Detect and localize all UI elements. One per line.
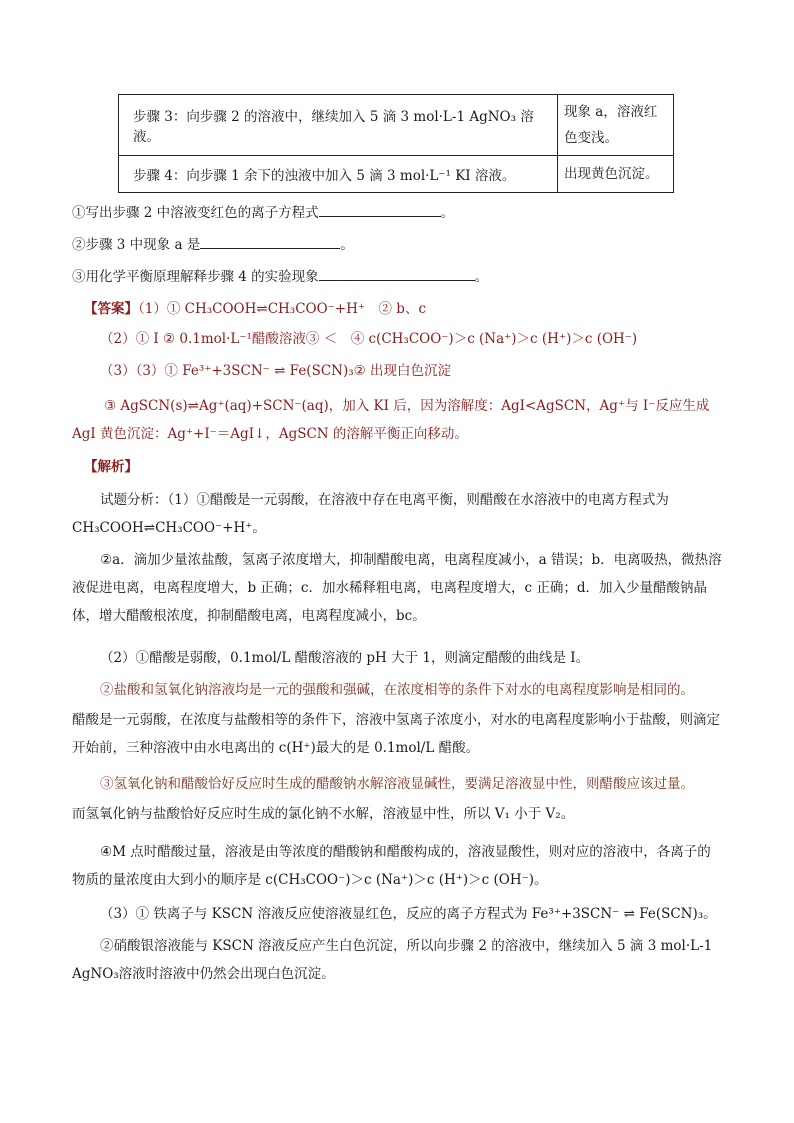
question-1 [72,202,732,224]
answer-line-1 [84,298,744,320]
table-row [119,156,674,193]
step-4-cell: 步骤 4：向步骤 1 余下的浊液中加入 5 滴 3 mol·L⁻¹ KI 溶液。 [119,156,558,193]
analysis-paragraph-10: ②硝酸银溶液能与 KSCN 溶液反应产生白色沉淀，所以向步骤 2 的溶液中，继续加入 5 滴 3 mol·L-1 AgNO₃溶液时溶液中仍然会出现白色沉淀。 [72,938,713,982]
step-3-cell: 步骤 3：向步骤 2 的溶液中，继续加入 5 滴 3 mol·L-1 AgNO₃ 溶液。 [119,95,558,156]
analysis-paragraph-6: ③氢氧化钠和醋酸恰好反应时生成的醋酸钠水解溶液显碱性，要满足溶液显中性，则醋酸应该过量。 [100,776,694,792]
answer-blank [319,266,475,281]
step-3-observation: 现象 a，溶液红色变浅。 [558,95,674,156]
answer-blank [319,202,441,217]
question-2-end: 。 [340,237,354,253]
answer-line-2: （2）① I ② 0.1mol·L⁻¹醋酸溶液③ ＜ ④ c(CH₃COO⁻)＞c (Na⁺)＞c (H⁺)＞c (OH⁻) [100,331,638,347]
analysis-paragraph-3: （2）①醋酸是弱酸，0.1mol/L 醋酸溶液的 pH 大于 1，则滴定醋酸的曲线是 I。 [100,650,590,666]
question-2-text: ②步骤 3 中现象 a 是 [72,237,201,253]
question-2 [72,234,732,256]
analysis-paragraph-7: 而氢氧化钠与盐酸恰好反应时生成的氯化钠不水解，溶液显中性，所以 V₁ 小于 V₂。 [72,806,575,822]
experiment-steps-table [118,94,674,193]
answer-line-4: ③ AgSCN(s)⇌Ag⁺(aq)+SCN⁻(aq)，加入 KI 后，因为溶解度：AgI<AgSCN，Ag⁺与 I⁻反应生成 AgI 黄色沉淀：Ag⁺+I⁻＝AgI↓，AgSCN 的溶解平衡正向移动。 [72,398,710,442]
answer-text-1: （1）① CH₃COOH⇌CH₃COO⁻+H⁺ ② b、c [138,301,427,317]
answer-blank [200,234,340,249]
analysis-paragraph-1: 试题分析：（1）①醋酸是一元弱酸，在溶液中存在电离平衡，则醋酸在水溶液中的电离方程式为 CH₃COOH⇌CH₃COO⁻+H⁺。 [72,492,669,536]
question-3 [72,266,732,288]
question-1-text: ①写出步骤 2 中溶液变红色的离子方程式 [72,205,319,221]
analysis-label: 【解析】 [84,459,138,475]
answer-label: 【答案】 [84,301,138,317]
question-3-text: ③用化学平衡原理解释步骤 4 的实验现象 [72,269,319,285]
analysis-paragraph-9: （3）① 铁离子与 KSCN 溶液反应使溶液显红色，反应的离子方程式为 Fe³⁺+3SCN⁻ ⇌ Fe(SCN)₃。 [100,906,717,922]
step-4-observation: 出现黄色沉淀。 [558,156,674,193]
analysis-paragraph-8: ④M 点时醋酸过量，溶液是由等浓度的醋酸钠和醋酸构成的，溶液显酸性，则对应的溶液中，各离子的物质的量浓度由大到小的顺序是 c(CH₃COO⁻)＞c (Na⁺)＞c (H⁺)＞c (OH⁻)。 [72,844,711,888]
question-1-end: 。 [440,205,455,221]
table-row [119,95,674,156]
analysis-paragraph-4: ②盐酸和氢氧化钠溶液均是一元的强酸和强碱，在浓度相等的条件下对水的电离程度影响是相同的。 [100,682,694,698]
question-3-end: 。 [474,269,489,285]
analysis-paragraph-5: 醋酸是一元弱酸，在浓度与盐酸相等的条件下，溶液中氢离子浓度小，对水的电离程度影响小于盐酸，则滴定开始前，三种溶液中由水电离出的 c(H⁺)最大的是 0.1mol/L 醋酸。 [72,712,720,756]
answer-line-3: （3）（3）① Fe³⁺+3SCN⁻ ⇌ Fe(SCN)₃② 出现白色沉淀 [100,363,452,379]
analysis-paragraph-2: ②a．滴加少量浓盐酸，氢离子浓度增大，抑制醋酸电离，电离程度减小，a 错误；b．电离吸热，微热溶液促进电离，电离程度增大，b 正确；c．加水稀释粗电离，电离程度增大，c 正确；d．加入少量醋酸钠晶体，增大醋酸根浓度，抑制醋酸电离，电离程度减小，bc。 [72,552,722,624]
